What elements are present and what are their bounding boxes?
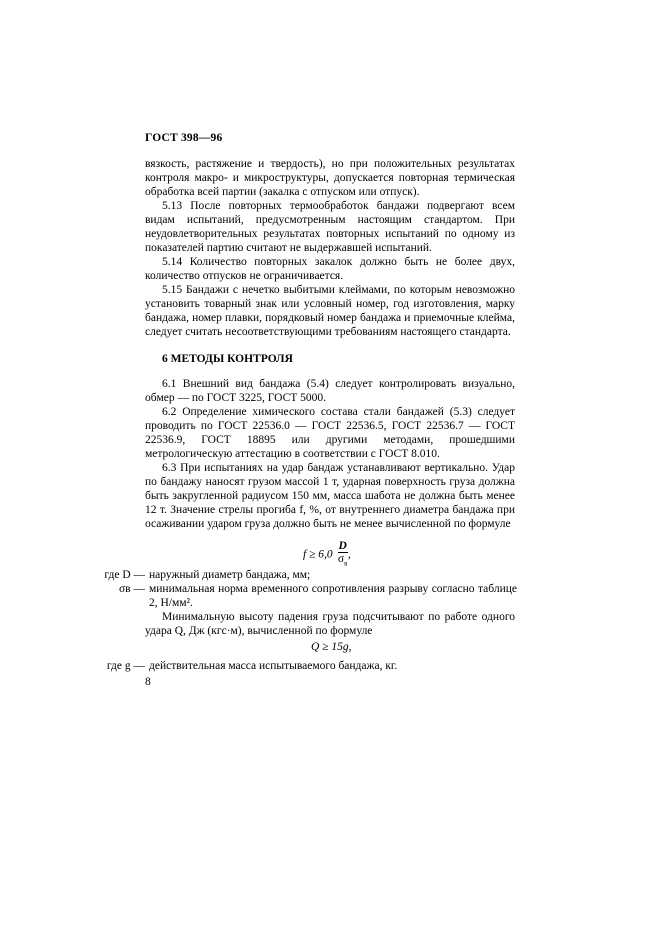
sigma-subscript: в <box>344 559 348 568</box>
definition-row <box>88 582 517 610</box>
top-text-block <box>145 157 515 339</box>
definition-text: наружный диаметр бандажа, мм; <box>149 569 311 581</box>
formula-work: Q ≥ 15g, <box>311 641 352 653</box>
formula-tail: , <box>347 548 351 561</box>
paragraph-5-14: 5.14 Количество повторных закалок должно быть не более двух, количество отпусков не ограничивается. <box>145 256 515 282</box>
fraction-numerator: D <box>338 540 347 552</box>
paragraph-6-3: 6.3 При испытаниях на удар бандаж устанавливают вертикально. Удар по бандажу наносят грузом массой 1 т, ударная поверхность груза должна быть закругленной радиусом 150 мм, масса шабота не должна быть менее 12 т. Значение стрелы прогиба f, %, от внутреннего диаметра бандажа при осаживании ударом груза должно быть не менее вычисленной по формуле <box>145 462 515 530</box>
paragraph-drop-height: Минимальную высоту падения груза подсчитывают по работе одного удара Q, Дж (кгс·м), вычисленной по формуле <box>145 611 515 637</box>
definition-text: минимальная норма временного сопротивления разрыву согласно таблице 2, Н/мм². <box>149 583 517 609</box>
formula-deflection <box>303 540 351 569</box>
paragraph-6-2: 6.2 Определение химического состава стали бандажей (5.3) следует проводить по ГОСТ 22536.0 — ГОСТ 22536.5, ГОСТ 22536.7 — ГОСТ 22536.9, ГОСТ 18895 или другими методами, прошедшими метрологическую аттестацию в соответствии с ГОСТ 8.010. <box>145 406 515 460</box>
document-header: ГОСТ 398—96 <box>145 132 223 144</box>
formula-lhs: f ≥ 6,0 <box>303 548 333 561</box>
fraction-denominator <box>338 553 348 569</box>
sigma-symbol: σ <box>337 553 345 565</box>
section-title: 6 МЕТОДЫ КОНТРОЛЯ <box>162 353 293 365</box>
definition-text: действительная масса испытываемого бандажа, кг. <box>149 660 398 672</box>
page-number: 8 <box>145 676 151 688</box>
definition-row <box>88 659 517 673</box>
section-text-block <box>145 377 515 531</box>
definitions-block-2 <box>88 659 517 673</box>
definition-symbol: где D — <box>104 569 145 581</box>
paragraph-continuation: вязкость, растяжение и твердость), но при положительных результатах контроля макро- и микроструктуры, допускается повторная термическая обработка всей партии (закалка с отпуском или отпуск). <box>145 158 515 198</box>
after-formula-text <box>145 610 515 638</box>
formula-fraction <box>338 540 348 569</box>
paragraph-5-13: 5.13 После повторных термообработок бандажи подвергают всем видам испытаний, предусмотренным настоящим стандартом. При неудовлетворительных результатах повторных испытаний по одному из показателей партию считают не выдержавшей испытаний. <box>145 200 515 254</box>
definition-symbol: где g — <box>106 660 145 672</box>
definitions-block-1 <box>88 568 517 610</box>
paragraph-6-1: 6.1 Внешний вид бандажа (5.4) следует контролировать визуально, обмер — по ГОСТ 3225, ГОСТ 5000. <box>145 378 515 404</box>
definition-symbol: σв — <box>118 583 145 595</box>
definition-row <box>88 568 517 582</box>
paragraph-5-15: 5.15 Бандажи с нечетко выбитыми клеймами, по которым невозможно установить товарный знак или условный номер, год изготовления, марку бандажа, номер плавки, порядковый номер бандажа и приемочные клейма, следует считать несоответствующими требованиям настоящего стандарта. <box>145 284 515 338</box>
